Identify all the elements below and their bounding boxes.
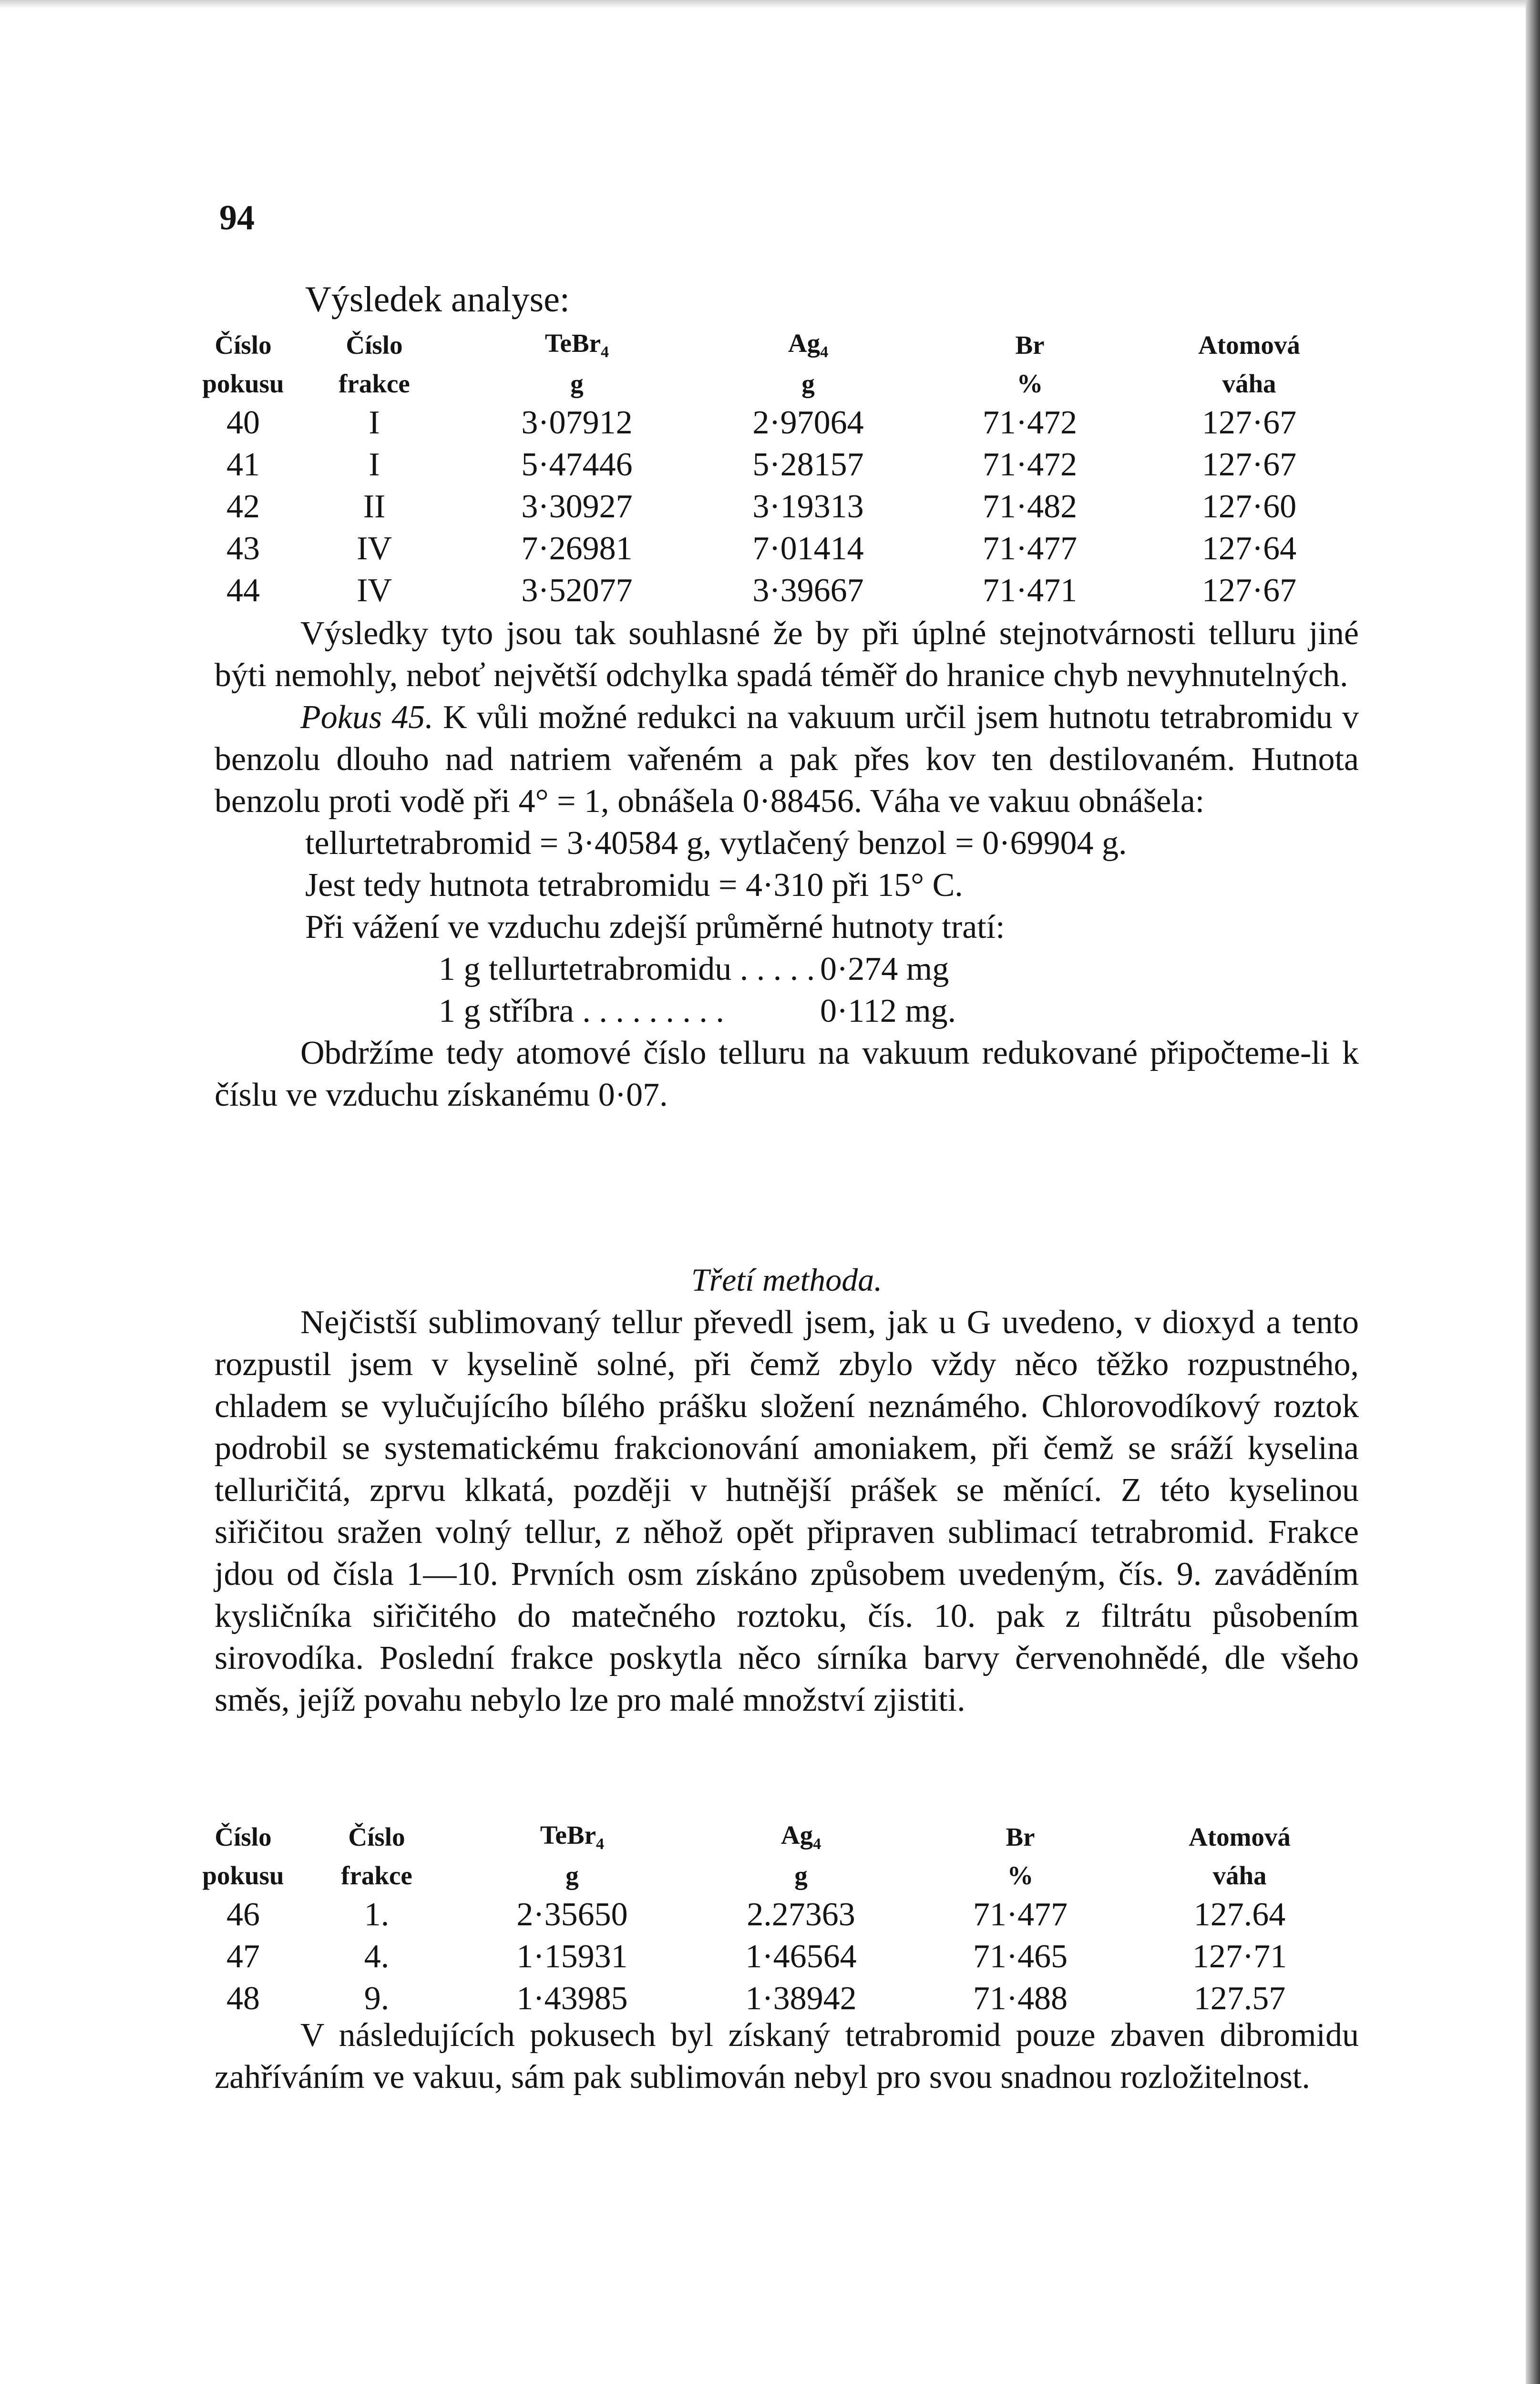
dot-row-tellurtetrabromidu [215, 948, 1359, 990]
cell: 127.64 [1193, 1896, 1286, 1933]
analysis-heading: Výsledek analyse: [305, 279, 570, 319]
cell: 48 [226, 1980, 260, 2017]
obdrzime-paragraph: Obdržíme tedy atomové číslo telluru na vakuum redukované připočteme-li k číslu ve vzduchu získanému 0·07. [215, 1035, 1359, 1113]
cell: 4. [364, 1938, 390, 1975]
table-row [195, 528, 1359, 570]
cell: 40 [226, 404, 260, 441]
header-frakce: frakce [341, 1861, 412, 1890]
cell: 127·67 [1201, 572, 1297, 609]
header-pokusu: pokusu [202, 369, 284, 398]
table-row [195, 570, 1359, 612]
cell: 127·67 [1201, 404, 1297, 441]
header-br-unit: % [1016, 369, 1043, 398]
hutnota-line: Jest tedy hutnota tetrabromidu = 4·310 při 15° C. [305, 867, 963, 904]
cell: 1·38942 [745, 1980, 857, 2017]
pokus-label: Pokus 45. [300, 699, 433, 736]
final-paragraph: V následujících pokusech byl získaný tetrabromid pouze zbaven dibromidu zahříváním ve vakuu, sám pak sublimován nebyl pro svou snadnou rozložitelnost. [215, 2017, 1359, 2096]
cell: 71·471 [982, 572, 1078, 609]
page-right-edge-shadow [1526, 0, 1540, 2384]
cell: 5·28157 [752, 446, 864, 483]
header-tebr4-main: TeBr [540, 1820, 596, 1850]
cell: 71·465 [973, 1938, 1068, 1975]
table-row [195, 1978, 1359, 2020]
cell: 42 [226, 488, 260, 525]
results-paragraph: Výsledky tyto jsou tak souhlasné že by při úplné stejnotvárnosti telluru jiné býti nemohly, neboť největší odchylka spadá téměř do hranice chyb nevyhnutelných. [215, 615, 1359, 694]
pokus-45-paragraph [215, 697, 1359, 822]
dot-row-label-text: 1 g stříbra [439, 993, 574, 1029]
cell: 3·07912 [521, 404, 633, 441]
cell: I [369, 446, 380, 483]
dot-leader: . . . . . [731, 951, 815, 987]
cell: 71·472 [982, 446, 1078, 483]
table-header-units-row [195, 365, 1359, 402]
cell: II [363, 488, 386, 525]
vazeni-line: Při vážení ve vzduchu zdejší průměrné hutnoty tratí: [305, 909, 1005, 945]
section-title-treti-methoda: Třetí methoda. [691, 1262, 883, 1298]
cell: 1. [364, 1896, 390, 1933]
header-br: Br [1006, 1822, 1035, 1851]
header-vaha: váha [1222, 369, 1276, 398]
table-row [195, 1936, 1359, 1978]
header-ag-main: Ag [780, 1820, 813, 1850]
cell: 41 [226, 446, 260, 483]
analysis-table-2 [195, 1817, 1359, 2020]
cell: 1·15931 [516, 1938, 628, 1975]
header-tebr4-subscript: 4 [601, 343, 609, 361]
cell: 71·472 [982, 404, 1078, 441]
cell: 127·71 [1192, 1938, 1287, 1975]
page-top-edge-shadow [0, 0, 1540, 9]
cell: 3·19313 [752, 488, 864, 525]
table-header-units-row [195, 1857, 1359, 1894]
cell: 127·67 [1201, 446, 1297, 483]
header-vaha: váha [1212, 1861, 1267, 1890]
cell: 71·477 [973, 1896, 1068, 1933]
header-ag [696, 325, 920, 365]
cell: 46 [226, 1896, 260, 1933]
dot-row-value: 0·112 mg. [820, 993, 956, 1029]
dot-leader: . . . . . . . . . [574, 993, 724, 1029]
page-number: 94 [219, 198, 255, 237]
cell: 43 [226, 530, 260, 567]
cell: IV [357, 572, 392, 609]
header-ag-main: Ag [788, 329, 821, 358]
text-block-2 [215, 1302, 1359, 1721]
header-ag-subscript: 4 [813, 1835, 821, 1853]
header-br-unit: % [1007, 1861, 1034, 1890]
cell: 2·97064 [752, 404, 864, 441]
header-tebr4-unit: g [570, 369, 584, 398]
header-atomova: Atomová [1198, 330, 1300, 360]
analysis-table-1 [195, 325, 1359, 612]
header-tebr4-main: TeBr [544, 329, 601, 358]
header-tebr4 [462, 1817, 682, 1857]
text-block-1 [215, 613, 1359, 1116]
tellurtetrabromid-line: tellurtetrabromid = 3·40584 g, vytlačený benzol = 0·69904 g. [305, 825, 1127, 862]
cell: 1·46564 [745, 1938, 857, 1975]
header-cislo-pokusu: Číslo [215, 1822, 272, 1851]
cell: 127·64 [1201, 530, 1297, 567]
table-header-row [195, 1817, 1359, 1857]
cell: 1·43985 [516, 1980, 628, 2017]
header-ag [682, 1817, 920, 1857]
header-cislo-frakce: Číslo [348, 1822, 405, 1851]
cell: 127·60 [1201, 488, 1297, 525]
dot-row-value: 0·274 mg [820, 951, 949, 987]
cell: 47 [226, 1938, 260, 1975]
table-header-row [195, 325, 1359, 365]
cell: 2.27363 [747, 1896, 855, 1933]
cell: 5·47446 [521, 446, 633, 483]
table-row [195, 402, 1359, 444]
header-tebr4-unit: g [565, 1861, 579, 1890]
dot-row-label-text: 1 g tellurtetrabromidu [439, 951, 732, 987]
cell: 7·01414 [752, 530, 864, 567]
table-row [195, 486, 1359, 528]
cell: 71·488 [973, 1980, 1068, 2017]
cell: 3·30927 [521, 488, 633, 525]
cell: 7·26981 [521, 530, 633, 567]
cell: I [369, 404, 380, 441]
dot-row-label [439, 990, 820, 1032]
pokus-text: K vůli možné redukci na vakuum určil jsem hutnotu tetrabromidu v benzolu dlouho nad natriem vařeném a pak přes kov ten destilovaném. Hutnota benzolu proti vodě při 4° = 1, obnášela 0·88456. Váha ve vakuu obnášela: [215, 699, 1359, 820]
cell: IV [357, 530, 392, 567]
cell: 9. [364, 1980, 390, 2017]
cell: 71·482 [982, 488, 1078, 525]
cell: 71·477 [982, 530, 1078, 567]
table-row [195, 444, 1359, 486]
cell: 44 [226, 572, 260, 609]
header-cislo-frakce: Číslo [346, 330, 403, 360]
table-row [195, 1894, 1359, 1936]
dot-row-stribra [215, 990, 1359, 1032]
methoda-paragraph: Nejčistší sublimovaný tellur převedl jsem, jak u G uvedeno, v dioxyd a tento rozpustil jsem v kyselině solné, při čemž zbylo vždy něco těžko rozpustného, chladem se vylučujícího bílého prášku složení neznámého. Chlorovodíkový roztok podrobil se systematickému frakcionování amoniakem, při čemž se sráží kyselina telluričitá, zprvu klkatá, později v hutnější prášek se měnící. Z této kyselinou siřičitou sražen volný tellur, z něhož opět připraven sublimací tetrabromid. Frakce jdou od čísla 1—10. Prvních osm získáno způsobem uvedeným, čís. 9. zaváděním kysličníka siřičitého do matečného roztoku, čís. 10. pak z filtrátu působením sirovodíka. Poslední frakce poskytla něco sírníka barvy červenohnědé, dle všeho směs, jejíž povahu nebylo lze pro malé množství zjistiti. [215, 1304, 1359, 1718]
header-ag-subscript: 4 [820, 343, 829, 361]
header-tebr4-subscript: 4 [596, 1835, 605, 1853]
header-ag-unit: g [801, 369, 815, 398]
header-atomova: Atomová [1189, 1822, 1291, 1851]
dot-row-label [439, 948, 820, 990]
text-block-3 [215, 2014, 1359, 2098]
header-br: Br [1015, 330, 1045, 360]
cell: 3·52077 [521, 572, 633, 609]
header-cislo-pokusu: Číslo [215, 330, 272, 360]
header-frakce: frakce [339, 369, 410, 398]
header-tebr4 [458, 325, 696, 365]
header-ag-unit: g [794, 1861, 808, 1890]
cell: 3·39667 [752, 572, 864, 609]
cell: 127.57 [1193, 1980, 1286, 2017]
header-pokusu: pokusu [202, 1861, 284, 1890]
cell: 2·35650 [516, 1896, 628, 1933]
